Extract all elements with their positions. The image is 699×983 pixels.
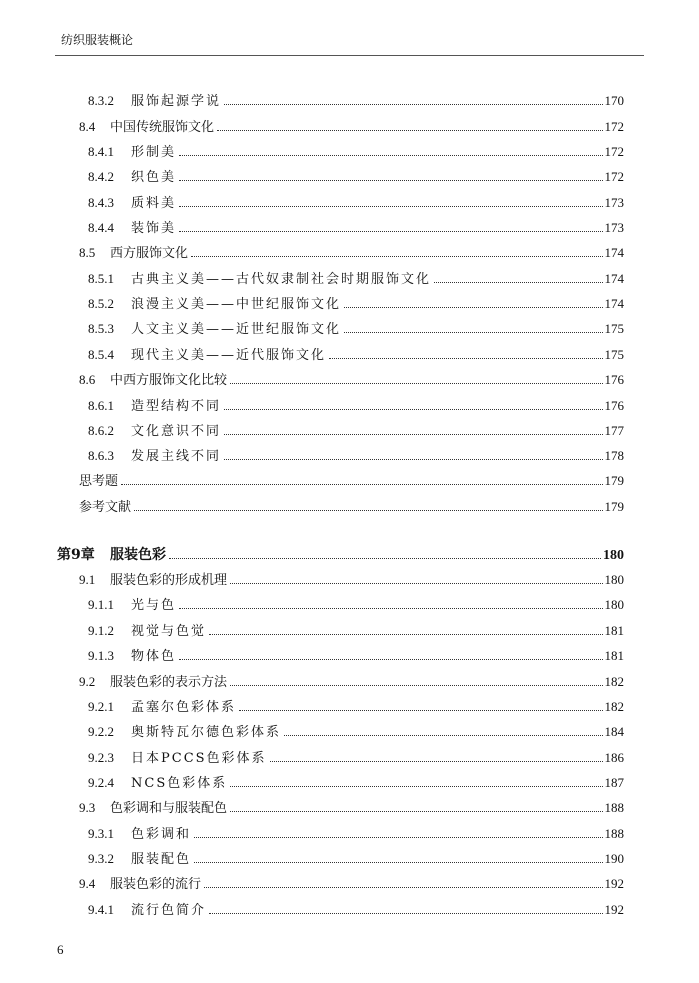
dot-leader — [194, 837, 602, 838]
toc-entry[interactable] — [88, 850, 624, 868]
toc-entry-number: 8.4.3 — [88, 195, 114, 210]
dot-leader — [230, 811, 602, 812]
toc-entry-page: 176 — [604, 372, 624, 387]
dot-leader — [329, 358, 602, 359]
toc-entry-number: 8.6 — [79, 372, 96, 387]
dot-leader — [191, 256, 602, 257]
dot-leader — [179, 608, 602, 609]
toc-entry-title: 中西方服饰文化比较 — [110, 373, 228, 388]
toc-entry[interactable] — [79, 875, 624, 893]
toc-entry-title: 服装色彩的形成机理 — [110, 573, 228, 588]
toc-entry[interactable] — [88, 422, 624, 440]
toc-entry-number: 9.1.1 — [88, 597, 114, 612]
toc-entry-title: 服装色彩 — [110, 547, 166, 563]
toc-entry[interactable] — [79, 472, 624, 490]
toc-entry[interactable] — [88, 270, 624, 288]
toc-entry[interactable] — [79, 118, 624, 136]
header-rule — [55, 55, 644, 56]
toc-entry-number: 9.4.1 — [88, 902, 114, 917]
toc-entry-page: 186 — [604, 750, 624, 765]
dot-leader — [179, 180, 602, 181]
toc-entry[interactable] — [88, 168, 624, 186]
dot-leader — [179, 659, 602, 660]
toc-entry[interactable] — [88, 901, 624, 919]
dot-leader — [344, 307, 602, 308]
toc-entry[interactable] — [57, 546, 624, 564]
dot-leader — [179, 231, 602, 232]
toc-entry-page: 180 — [604, 572, 624, 587]
dot-leader — [344, 332, 602, 333]
toc-entry[interactable] — [88, 219, 624, 237]
toc-entry[interactable] — [88, 92, 624, 110]
toc-entry-title: 浪漫主义美——中世纪服饰文化 — [131, 297, 342, 312]
toc-entry-title: 服装色彩的流行 — [110, 877, 202, 892]
toc-entry-page: 179 — [604, 473, 624, 488]
toc-entry-number: 8.5.3 — [88, 321, 114, 336]
toc-entry-page: 178 — [604, 448, 624, 463]
toc-entry[interactable] — [88, 320, 624, 338]
toc-entry-title: 发展主线不同 — [131, 449, 222, 464]
toc-entry-title: 日本PCCS色彩体系 — [131, 751, 267, 766]
toc-entry-title: 服装配色 — [131, 852, 192, 867]
toc-entry-number: 9.2.2 — [88, 724, 114, 739]
toc-entry-title: 古典主义美——古代奴隶制社会时期服饰文化 — [131, 272, 432, 287]
toc-entry-page: 181 — [604, 648, 624, 663]
toc-entry-title: 思考题 — [79, 474, 119, 489]
page-number: 6 — [57, 942, 64, 957]
toc-entry-page: 175 — [604, 321, 624, 336]
toc-entry-title: 孟塞尔色彩体系 — [131, 700, 237, 715]
dot-leader — [209, 634, 602, 635]
toc-entry-title: 奥斯特瓦尔德色彩体系 — [131, 725, 282, 740]
dot-leader — [239, 710, 602, 711]
toc-entry-number: 8.4.1 — [88, 144, 114, 159]
toc-entry[interactable] — [79, 371, 624, 389]
toc-entry[interactable] — [88, 194, 624, 212]
toc-entry-number: 8.4.2 — [88, 169, 114, 184]
toc-entry-page: 177 — [604, 423, 624, 438]
toc-entry[interactable] — [88, 447, 624, 465]
toc-entry-page: 175 — [604, 347, 624, 362]
toc-entry-number: 9.3.1 — [88, 826, 114, 841]
toc-entry-number: 9.2.4 — [88, 775, 114, 790]
toc-entry-number: 8.5 — [79, 245, 96, 260]
toc-entry-page: 184 — [604, 724, 624, 739]
dot-leader — [224, 459, 602, 460]
toc-entry[interactable] — [79, 244, 624, 262]
toc-entry[interactable] — [88, 622, 624, 640]
toc-entry-page: 180 — [603, 548, 624, 563]
toc-entry-title: 色彩调和 — [131, 827, 192, 842]
toc-entry-page: 190 — [604, 851, 624, 866]
toc-entry[interactable] — [88, 825, 624, 843]
toc-entry-number: 8.6.1 — [88, 398, 114, 413]
toc-entry-page: 179 — [604, 499, 624, 514]
toc-entry-title: 文化意识不同 — [131, 424, 222, 439]
dot-leader — [224, 104, 602, 105]
toc-entry-page: 187 — [604, 775, 624, 790]
toc-entry-title: 视觉与色觉 — [131, 624, 207, 639]
dot-leader — [230, 583, 602, 584]
toc-entry-page: 182 — [604, 699, 624, 714]
toc-entry-title: 流行色简介 — [131, 903, 207, 918]
toc-entry-title: 质料美 — [131, 196, 177, 211]
toc-entry-page: 192 — [604, 902, 624, 917]
toc-entry-number: 9.3.2 — [88, 851, 114, 866]
toc-entry[interactable] — [88, 749, 624, 767]
dot-leader — [230, 383, 602, 384]
toc-entry-page: 173 — [604, 220, 624, 235]
toc-entry-title: 物体色 — [131, 649, 177, 664]
toc-entry-page: 174 — [604, 245, 624, 260]
toc-entry-title: 现代主义美——近代服饰文化 — [131, 348, 327, 363]
toc-entry-number: 8.5.4 — [88, 347, 114, 362]
toc-entry-page: 174 — [604, 271, 624, 286]
toc-entry[interactable] — [88, 698, 624, 716]
toc-entry[interactable] — [88, 143, 624, 161]
dot-leader — [121, 484, 602, 485]
toc-entry-number: 9.1.3 — [88, 648, 114, 663]
toc-entry-page: 181 — [604, 623, 624, 638]
toc-entry-page: 174 — [604, 296, 624, 311]
toc-entry-title: 光与色 — [131, 598, 177, 613]
dot-leader — [134, 510, 602, 511]
toc-entry-number: 8.4.4 — [88, 220, 114, 235]
toc-entry-number: 9.2 — [79, 674, 96, 689]
toc-entry-number: 9.2.3 — [88, 750, 114, 765]
dot-leader — [179, 206, 602, 207]
running-header: 纺织服装概论 — [61, 33, 134, 47]
dot-leader — [434, 282, 602, 283]
dot-leader — [179, 155, 602, 156]
toc-entry-number: 8.4 — [79, 119, 96, 134]
toc-entry-title: 中国传统服饰文化 — [110, 120, 215, 135]
toc-entry-title: NCS色彩体系 — [131, 776, 228, 791]
toc-entry-title: 色彩调和与服装配色 — [110, 801, 228, 816]
toc-entry-title: 服饰起源学说 — [131, 94, 222, 109]
toc-entry-number: 8.6.3 — [88, 448, 114, 463]
toc-entry-page: 176 — [604, 398, 624, 413]
dot-leader — [224, 434, 602, 435]
toc-entry-page: 170 — [604, 93, 624, 108]
toc-entry[interactable] — [88, 774, 624, 792]
dot-leader — [230, 685, 602, 686]
toc-entry-page: 188 — [604, 826, 624, 841]
toc-entry[interactable] — [88, 397, 624, 415]
dot-leader — [230, 786, 602, 787]
dot-leader — [270, 761, 603, 762]
toc-entry-number: 第9章 — [57, 547, 95, 563]
toc-entry[interactable] — [88, 647, 624, 665]
toc-entry[interactable] — [79, 673, 624, 691]
toc-entry-page: 172 — [604, 144, 624, 159]
toc-entry[interactable] — [79, 498, 624, 516]
dot-leader — [224, 409, 602, 410]
dot-leader — [284, 735, 602, 736]
toc-entry-number: 9.3 — [79, 800, 96, 815]
toc-entry-title: 人文主义美——近世纪服饰文化 — [131, 322, 342, 337]
dot-leader — [209, 913, 602, 914]
toc-entry-number: 8.3.2 — [88, 93, 114, 108]
toc-entry-number: 9.2.1 — [88, 699, 114, 714]
toc-entry-number: 9.1 — [79, 572, 96, 587]
toc-entry-number: 8.6.2 — [88, 423, 114, 438]
toc-entry[interactable] — [79, 571, 624, 589]
toc-entry-page: 172 — [604, 119, 624, 134]
toc-entry-page: 173 — [604, 195, 624, 210]
toc-entry-page: 188 — [604, 800, 624, 815]
toc-entry-title: 造型结构不同 — [131, 399, 222, 414]
toc-entry[interactable] — [88, 295, 624, 313]
dot-leader — [217, 130, 602, 131]
toc-entry-title: 西方服饰文化 — [110, 246, 189, 261]
dot-leader — [169, 558, 601, 559]
toc-entry[interactable] — [88, 346, 624, 364]
toc-entry-title: 形制美 — [131, 145, 177, 160]
toc-entry-page: 172 — [604, 169, 624, 184]
toc-entry[interactable] — [79, 799, 624, 817]
dot-leader — [204, 887, 602, 888]
toc-entry-page: 180 — [604, 597, 624, 612]
toc-entry-title: 装饰美 — [131, 221, 177, 236]
toc-entry-page: 182 — [604, 674, 624, 689]
toc-entry-title: 服装色彩的表示方法 — [110, 675, 228, 690]
toc-entry-page: 192 — [604, 876, 624, 891]
toc-entry[interactable] — [88, 723, 624, 741]
toc-entry-title: 织色美 — [131, 170, 177, 185]
toc-entry-number: 8.5.2 — [88, 296, 114, 311]
dot-leader — [194, 862, 602, 863]
toc-entry-number: 8.5.1 — [88, 271, 114, 286]
toc-entry-number: 9.1.2 — [88, 623, 114, 638]
toc-entry-number: 9.4 — [79, 876, 96, 891]
toc-entry-title: 参考文献 — [79, 500, 132, 515]
toc-entry[interactable] — [88, 596, 624, 614]
